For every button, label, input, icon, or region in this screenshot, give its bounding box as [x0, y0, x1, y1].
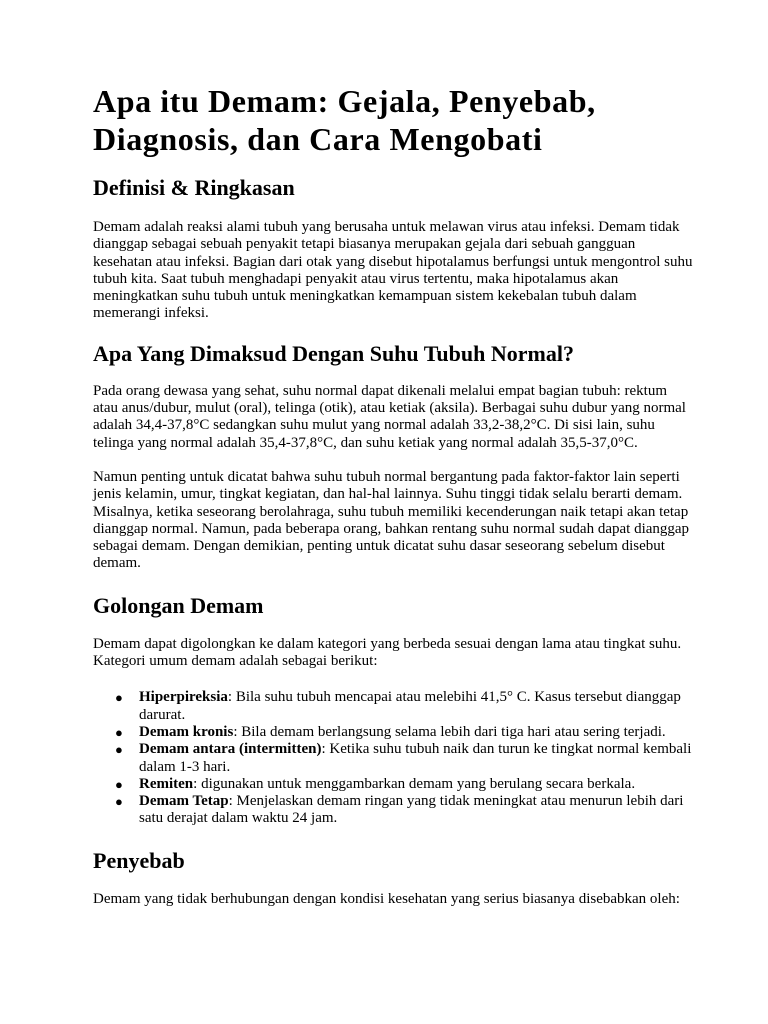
list-item-term: Hiperpireksia	[139, 689, 228, 706]
paragraph-penyebab: Demam yang tidak berhubungan dengan kondisi kesehatan yang serius biasanya disebabkan oleh:	[93, 890, 680, 907]
list-item	[93, 741, 693, 776]
heading-golongan: Golongan Demam	[93, 592, 264, 618]
bullet-icon: ●	[115, 794, 123, 810]
list-item-term: Demam kronis	[139, 723, 234, 740]
golongan-list	[93, 689, 693, 827]
heading-suhu-normal: Apa Yang Dimaksud Dengan Suhu Tubuh Normal?	[93, 340, 574, 366]
bullet-icon: ●	[115, 776, 123, 792]
paragraph-definisi: Demam adalah reaksi alami tubuh yang berusaha untuk melawan virus atau infeksi. Demam tidak dianggap sebagai sebuah penyakit tetapi biasanya merupakan gejala dari sebuah gangguan kesehatan atau infeksi. Bagian dari otak yang disebut hipotalamus berfungsi untuk mengontrol suhu tubuh kita. Saat tubuh menghadapi penyakit atau virus tertentu, maka hipotalamus akan meningkatkan suhu tubuh untuk meningkatkan kemampuan sistem kekebalan tubuh dalam memerangi infeksi.	[93, 219, 693, 322]
list-item	[93, 793, 693, 828]
heading-penyebab: Penyebab	[93, 847, 185, 873]
list-item-desc: : Menjelaskan demam ringan yang tidak meningkat atau menurun lebih dari satu derajat dalam waktu 24 jam.	[139, 793, 684, 827]
bullet-icon: ●	[115, 742, 123, 758]
list-item-term: Remiten	[139, 775, 194, 792]
bullet-icon: ●	[115, 690, 123, 706]
list-item	[93, 724, 693, 741]
list-item-desc: : digunakan untuk menggambarkan demam yang berulang secara berkala.	[193, 775, 636, 792]
list-item	[93, 776, 693, 793]
list-item-term: Demam antara (intermitten)	[139, 741, 322, 758]
page-title: Apa itu Demam: Gejala, Penyebab, Diagnosis, dan Cara Mengobati	[93, 83, 596, 157]
paragraph-suhu-normal-1: Pada orang dewasa yang sehat, suhu normal dapat dikenali melalui empat bagian tubuh: rektum atau anus/dubur, mulut (oral), telinga (otik), atau ketiak (aksila). Berbagai suhu dubur yang normal adalah 34,4-37,8°C sedangkan suhu mulut yang normal adalah 33,2-38,2°C. Di sisi lain, suhu telinga yang normal adalah 35,4-37,8°C, dan suhu ketiak yang normal adalah 35,5-37,0°C.	[93, 382, 686, 451]
list-item-desc: : Bila suhu tubuh mencapai atau melebihi 41,5° C. Kasus tersebut dianggap darurat.	[139, 689, 681, 723]
bullet-icon: ●	[115, 724, 123, 740]
list-item-term: Demam Tetap	[139, 793, 229, 810]
paragraph-golongan-intro: Demam dapat digolongkan ke dalam kategori yang berbeda sesuai dengan lama atau tingkat suhu. Kategori umum demam adalah sebagai berikut:	[93, 635, 682, 670]
list-item-desc: : Ketika suhu tubuh naik dan turun ke tingkat normal kembali dalam 1-3 hari.	[139, 741, 692, 775]
paragraph-suhu-normal-2: Namun penting untuk dicatat bahwa suhu tubuh normal bergantung pada faktor-faktor lain seperti jenis kelamin, umur, tingkat kegiatan, dan hal-hal lainnya. Suhu tinggi tidak selalu berarti demam. Misalnya, ketika seseorang berolahraga, suhu tubuh memiliki kecenderungan naik tetapi akan tetap dianggap normal. Namun, pada beberapa orang, bahkan rentang suhu normal sudah dapat dianggap sebagai demam. Dengan demikian, penting untuk dicatat suhu dasar seseorang sebelum disebut demam.	[93, 468, 690, 572]
list-item	[93, 689, 693, 724]
list-item-desc: : Bila demam berlangsung selama lebih dari tiga hari atau sering terjadi.	[233, 723, 666, 740]
heading-definisi: Definisi & Ringkasan	[93, 175, 295, 200]
article	[93, 82, 693, 908]
